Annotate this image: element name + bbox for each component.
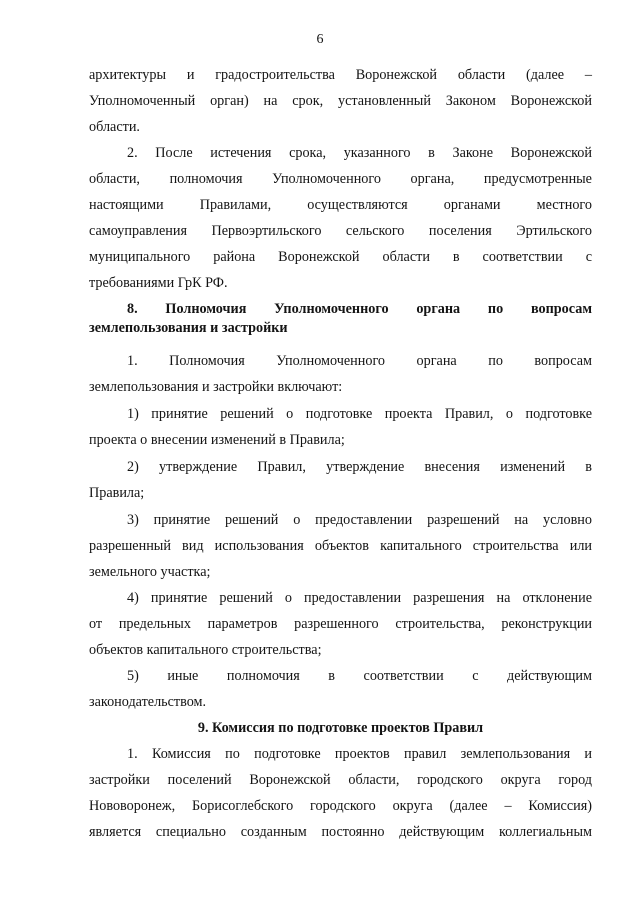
text-line: объектов капитального строительства; bbox=[89, 642, 322, 658]
text-line: 1. Полномочия Уполномоченного органа по вопросам bbox=[127, 353, 592, 369]
text-line: требованиями ГрК РФ. bbox=[89, 275, 228, 291]
section-heading: 9. Комиссия по подготовке проектов Правил bbox=[197, 720, 484, 736]
text-line: области. bbox=[89, 119, 140, 135]
text-line: архитектуры и градостроительства Воронежской области (далее – bbox=[89, 67, 592, 83]
section-heading: 8. Полномочия Уполномоченного органа по вопросам bbox=[127, 301, 592, 317]
text-line: от предельных параметров разрешенного строительства, реконструкции bbox=[89, 616, 592, 632]
text-line: 2. После истечения срока, указанного в Законе Воронежской bbox=[127, 145, 592, 161]
list-item: 2) утверждение Правил, утверждение внесения изменений в bbox=[127, 459, 592, 475]
text-line: законодательством. bbox=[89, 694, 207, 710]
text-line: разрешенный вид использования объектов капитального строительства или bbox=[89, 538, 592, 554]
text-line: проекта о внесении изменений в Правила; bbox=[89, 432, 345, 448]
text-line: 1. Комиссия по подготовке проектов правил землепользования и bbox=[127, 746, 592, 762]
text-line: настоящими Правилами, осуществляются органами местного bbox=[89, 197, 592, 213]
text-line: Правила; bbox=[89, 485, 145, 501]
text-line: застройки поселений Воронежской области, городского округа город bbox=[89, 772, 592, 788]
text-line: земельного участка; bbox=[89, 564, 211, 580]
list-item: 4) принятие решений о предоставлении разрешения на отклонение bbox=[127, 590, 592, 606]
list-item: 1) принятие решений о подготовке проекта Правил, о подготовке bbox=[127, 406, 592, 422]
text-line: землепользования и застройки включают: bbox=[89, 379, 343, 395]
text-line: самоуправления Первоэртильского сельского поселения Эртильского bbox=[89, 223, 592, 239]
text-line: является специально созданным постоянно действующим коллегиальным bbox=[89, 824, 592, 840]
page-number: 6 bbox=[316, 32, 324, 47]
text-line: Нововоронеж, Борисоглебского городского округа (далее – Комиссия) bbox=[89, 798, 592, 814]
list-item: 3) принятие решений о предоставлении разрешений на условно bbox=[127, 512, 592, 528]
text-line: области, полномочия Уполномоченного органа, предусмотренные bbox=[89, 171, 592, 187]
text-line: муниципального района Воронежской области в соответствии с bbox=[89, 249, 592, 265]
text-line: Уполномоченный орган) на срок, установленный Законом Воронежской bbox=[89, 93, 592, 109]
section-heading: землепользования и застройки bbox=[89, 320, 288, 336]
list-item: 5) иные полномочия в соответствии с действующим bbox=[127, 668, 592, 684]
